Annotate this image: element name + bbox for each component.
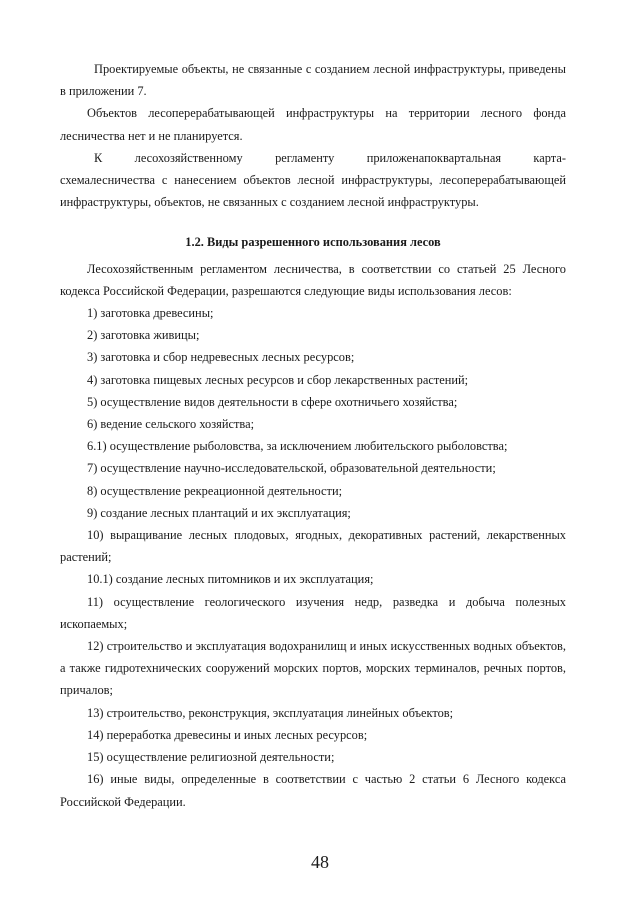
document-page — [60, 58, 566, 813]
list-item: 9) создание лесных плантаций и их эксплуатация; — [87, 505, 351, 520]
word: К — [94, 150, 103, 165]
list-item: 11) осуществление геологического изучения недр, разведка и добыча полезных ископаемых; — [60, 594, 566, 631]
usage-types-list — [60, 302, 566, 813]
list-item: 6) ведение сельского хозяйства; — [87, 417, 255, 432]
list-item: 2) заготовка живицы; — [87, 328, 200, 343]
paragraph-designed-objects: Проектируемые объекты, не связанные с созданием лесной инфраструктуры, приведены в приложении 7. — [60, 62, 566, 99]
paragraph-map-rest: схемалесничества с нанесением объектов лесной инфраструктуры, лесоперерабатывающей инфраструктуры, объектов, не связанных с созданием лесной инфраструктуры. — [60, 173, 566, 210]
word: регламенту — [275, 150, 335, 165]
list-item: 16) иные виды, определенные в соответствии с частью 2 статьи 6 Лесного кодекса Российской Федерации. — [60, 772, 566, 809]
word: карта- — [533, 150, 566, 165]
list-item: 6.1) осуществление рыболовства, за исключением любительского рыболовства; — [87, 439, 508, 454]
word: приложенапоквартальная — [366, 150, 502, 165]
list-item: 10.1) создание лесных питомников и их эксплуатация; — [87, 572, 374, 587]
list-item: 5) осуществление видов деятельности в сфере охотничьего хозяйства; — [87, 394, 458, 409]
page-number: 48 — [311, 852, 329, 872]
word: лесохозяйственному — [134, 150, 243, 165]
list-item: 13) строительство, реконструкция, эксплуатация линейных объектов; — [87, 705, 454, 720]
list-item: 7) осуществление научно-исследовательской, образовательной деятельности; — [87, 461, 496, 476]
list-item: 10) выращивание лесных плодовых, ягодных, декоративных растений, лекарственных растений; — [60, 528, 566, 565]
list-item: 4) заготовка пищевых лесных ресурсов и сбор лекарственных растений; — [87, 372, 469, 387]
list-item: 1) заготовка древесины; — [87, 306, 214, 321]
list-item: 14) переработка древесины и иных лесных ресурсов; — [87, 727, 368, 742]
list-item: 8) осуществление рекреационной деятельности; — [87, 483, 343, 498]
list-item: 15) осуществление религиозной деятельности; — [87, 750, 335, 765]
section-heading: 1.2. Виды разрешенного использования лесов — [185, 235, 441, 250]
list-item: 3) заготовка и сбор недревесных лесных ресурсов; — [87, 350, 355, 365]
paragraph-map-first-line — [60, 147, 566, 169]
paragraph-processing-infrastructure: Объектов лесоперерабатывающей инфраструктуры на территории лесного фонда лесничества нет и не планируется. — [60, 106, 566, 143]
list-item: 12) строительство и эксплуатация водохранилищ и иных искусственных водных объектов, а также гидротехнических сооружений морских портов, морских терминалов, речных портов, причалов; — [60, 639, 566, 698]
section-lead-paragraph: Лесохозяйственным регламентом лесничества, в соответствии со статьей 25 Лесного кодекса Российской Федерации, разрешаются следующие виды использования лесов: — [60, 261, 566, 298]
